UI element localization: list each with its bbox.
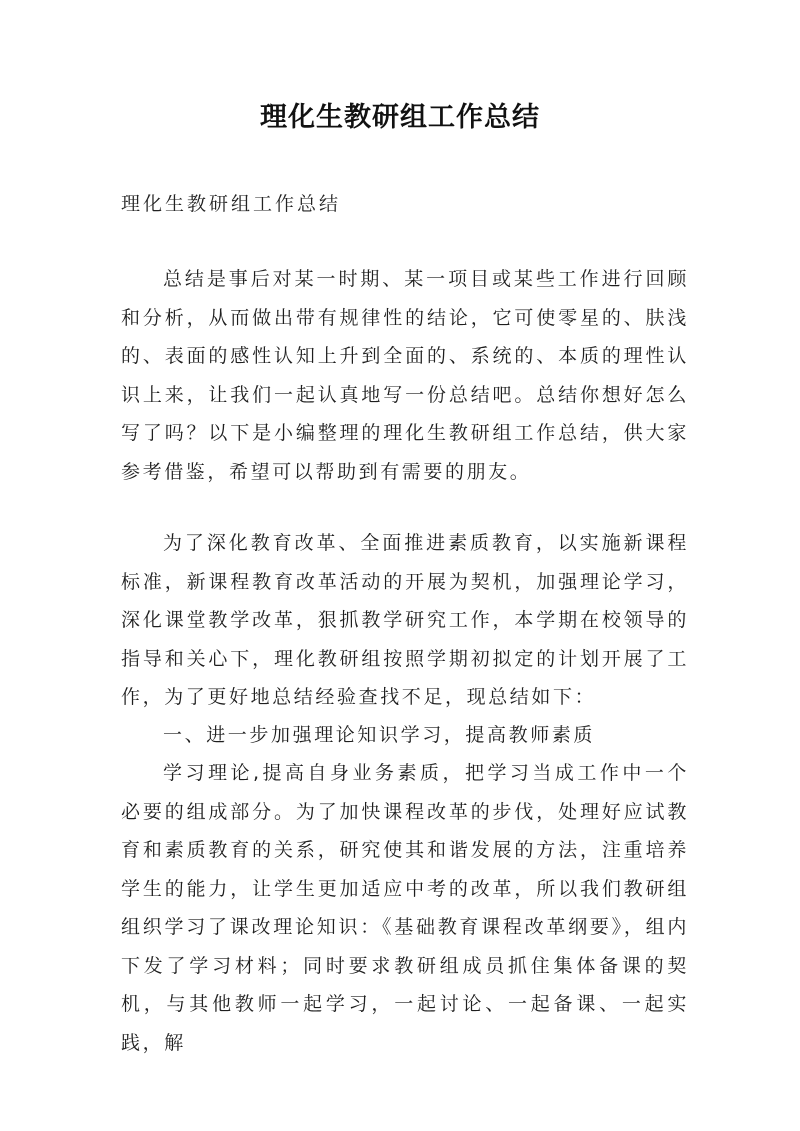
intro-paragraph: 总结是事后对某一时期、某一项目或某些工作进行回顾和分析，从而做出带有规律性的结论，它可使零星的、肤浅的、表面的感性认知上升到全面的、系统的、本质的理性认识上来，让我们一起认真地写一份总结吧。总结你想好怎么写了吗？以下是小编整理的理化生教研组工作总结，供大家参考借鉴，希望可以帮助到有需要的朋友。	[121, 268, 689, 483]
section-heading: 一、进一步加强理论知识学习，提高教师素质	[163, 724, 596, 746]
document-subtitle: 理化生教研组工作总结	[121, 193, 342, 215]
section-paragraph: 学习理论,提高自身业务素质，把学习当成工作中一个必要的组成部分。为了加快课程改革的步伐，处理好应试教育和素质教育的关系，研究使其和谐发展的方法，注重培养学生的能力，让学生更加适应中考的改革，所以我们教研组组织学习了课改理论知识：《基础教育课程改革纲要》，组内下发了学习材料；同时要求教研组成员抓住集体备课的契机，与其他教师一起学习，一起讨论、一起备课、一起实践，解	[121, 762, 689, 1054]
background-paragraph: 为了深化教育改革、全面推进素质教育，以实施新课程标准，新课程教育改革活动的开展为契机，加强理论学习，深化课堂教学改革，狠抓教学研究工作，本学期在校领导的指导和关心下，理化教研组按照学期初拟定的计划开展了工作，为了更好地总结经验查找不足，现总结如下：	[121, 532, 689, 708]
document-title: 理化生教研组工作总结	[260, 102, 540, 133]
